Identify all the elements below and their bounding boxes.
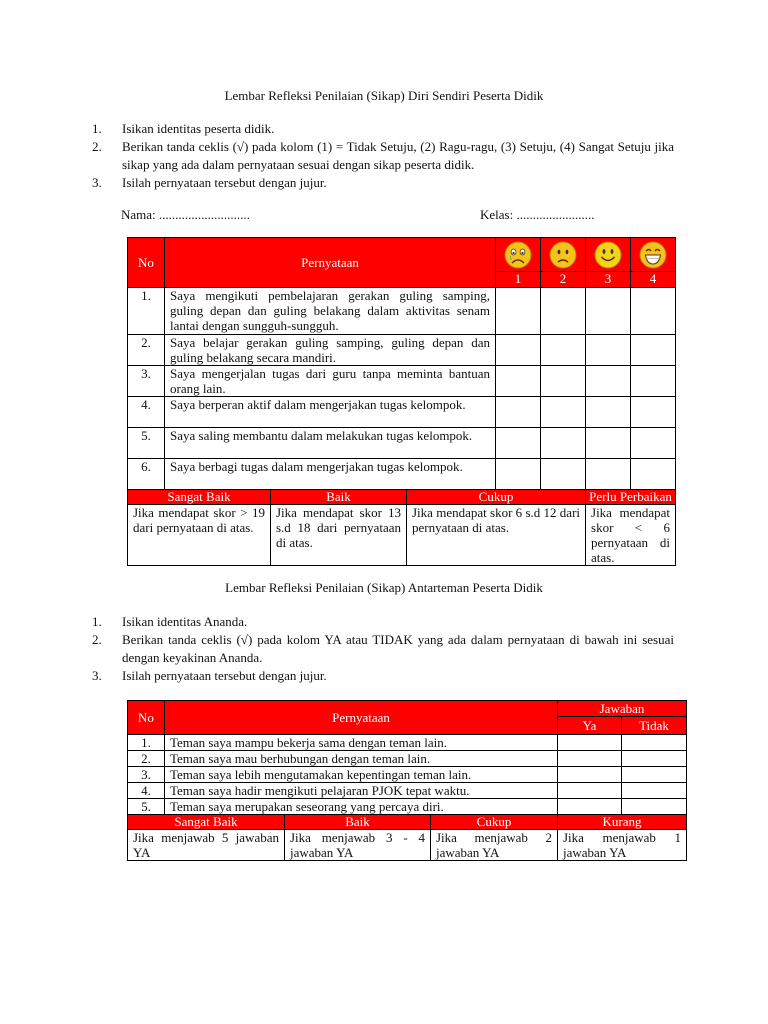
check-cell[interactable] (496, 397, 541, 428)
col-no-header: No (128, 238, 165, 288)
scale-face-2 (541, 238, 586, 272)
tidak-cell[interactable] (622, 799, 687, 815)
tidak-cell[interactable] (622, 751, 687, 767)
check-cell[interactable] (631, 366, 676, 397)
nama-field[interactable]: Nama: ............................ (121, 207, 250, 222)
instruction-item: 2. Berikan tanda ceklis (√) pada kolom (1) = Tidak Setuju, (2) Ragu-ragu, (3) Setuju, (4) Sangat Setuju jika sikap yang ada dalam pernyataan sesuai dengan sikap peserta didik. (92, 139, 674, 172)
check-cell[interactable] (586, 288, 631, 335)
scale-3: 3 (586, 272, 631, 288)
category-desc: Jika mendapat skor > 19 dari pernyataan di atas. (128, 505, 271, 566)
col-jawaban-header: Jawaban (558, 701, 687, 717)
section1-instructions (92, 120, 674, 192)
section2-title: Lembar Refleksi Penilaian (Sikap) Antarteman Peserta Didik (225, 580, 543, 595)
category-label: Baik (285, 815, 431, 830)
tidak-cell[interactable] (622, 783, 687, 799)
category-desc: Jika menjawab 2 jawaban YA (431, 830, 558, 861)
check-cell[interactable] (631, 397, 676, 428)
scale-1: 1 (496, 272, 541, 288)
table-row: 4. Saya berperan aktif dalam mengerjakan tugas kelompok. (128, 397, 676, 428)
grin-face-icon (638, 240, 668, 270)
ya-cell[interactable] (558, 751, 622, 767)
check-cell[interactable] (631, 288, 676, 335)
col-tidak-header: Tidak (622, 717, 687, 735)
sad-face-icon (548, 240, 578, 270)
scale-4: 4 (631, 272, 676, 288)
table-row: 1. Saya mengikuti pembelajaran gerakan guling samping, guling depan dan guling belakang dalam aktivitas senam lantai dengan sungguh-sungguh. (128, 288, 676, 335)
check-cell[interactable] (541, 459, 586, 490)
check-cell[interactable] (496, 366, 541, 397)
category-desc: Jika menjawab 5 jawaban YA (128, 830, 285, 861)
col-ya-header: Ya (558, 717, 622, 735)
ya-cell[interactable] (558, 783, 622, 799)
instruction-item: 3. Isilah pernyataan tersebut dengan jujur. (92, 175, 327, 190)
category-desc: Jika mendapat skor 13 s.d 18 dari pernyataan di atas. (271, 505, 407, 566)
instruction-item: 1. Isikan identitas peserta didik. (92, 121, 275, 136)
check-cell[interactable] (586, 428, 631, 459)
table-row: 2. Saya belajar gerakan guling samping, guling depan dan guling belakang secara mandiri. (128, 335, 676, 366)
scale-face-4 (631, 238, 676, 272)
table-row: 2. Teman saya mau berhubungan dengan teman lain. (128, 751, 687, 767)
table-row: 4. Teman saya hadir mengikuti pelajaran PJOK tepat waktu. (128, 783, 687, 799)
category-desc: Jika menjawab 1 jawaban YA (558, 830, 687, 861)
category-label: Cukup (407, 490, 586, 505)
peer-assessment-table (127, 700, 687, 861)
category-label: Sangat Baik (128, 815, 285, 830)
check-cell[interactable] (496, 335, 541, 366)
check-cell[interactable] (586, 366, 631, 397)
category-label: Cukup (431, 815, 558, 830)
category-label: Sangat Baik (128, 490, 271, 505)
check-cell[interactable] (631, 459, 676, 490)
check-cell[interactable] (586, 335, 631, 366)
instruction-item: 3. Isilah pernyataan tersebut dengan jujur. (92, 668, 327, 683)
check-cell[interactable] (541, 397, 586, 428)
table-row: 1. Teman saya mampu bekerja sama dengan teman lain. (128, 735, 687, 751)
check-cell[interactable] (496, 459, 541, 490)
ya-cell[interactable] (558, 767, 622, 783)
category-desc: Jika mendapat skor 6 s.d 12 dari pernyataan di atas. (407, 505, 586, 566)
check-cell[interactable] (496, 428, 541, 459)
instruction-item: 1. Isikan identitas Ananda. (92, 614, 248, 629)
category-label: Kurang (558, 815, 687, 830)
table-row: 6. Saya berbagi tugas dalam mengerjakan tugas kelompok. (128, 459, 676, 490)
tidak-cell[interactable] (622, 767, 687, 783)
check-cell[interactable] (541, 366, 586, 397)
scale-face-3 (586, 238, 631, 272)
table-row: 3. Saya mengerjalan tugas dari guru tanpa meminta bantuan orang lain. (128, 366, 676, 397)
check-cell[interactable] (586, 397, 631, 428)
section1-title: Lembar Refleksi Penilaian (Sikap) Diri Sendiri Peserta Didik (224, 88, 544, 103)
smile-face-icon (593, 240, 623, 270)
col-pernyataan-header: Pernyataan (165, 701, 558, 735)
category-label: Baik (271, 490, 407, 505)
check-cell[interactable] (631, 335, 676, 366)
check-cell[interactable] (586, 459, 631, 490)
ya-cell[interactable] (558, 735, 622, 751)
col-no-header: No (128, 701, 165, 735)
check-cell[interactable] (541, 335, 586, 366)
check-cell[interactable] (541, 288, 586, 335)
check-cell[interactable] (496, 288, 541, 335)
check-cell[interactable] (631, 428, 676, 459)
ya-cell[interactable] (558, 799, 622, 815)
table-row: 5. Saya saling membantu dalam melakukan tugas kelompok. (128, 428, 676, 459)
kelas-field[interactable]: Kelas: ........................ (480, 207, 595, 222)
section2-instructions (92, 613, 674, 685)
table-row: 3. Teman saya lebih mengutamakan kepentingan teman lain. (128, 767, 687, 783)
scale-face-1 (496, 238, 541, 272)
scale-2: 2 (541, 272, 586, 288)
table-row: 5. Teman saya merupakan seseorang yang percaya diri. (128, 799, 687, 815)
tidak-cell[interactable] (622, 735, 687, 751)
col-pernyataan-header: Pernyataan (165, 238, 496, 288)
category-desc: Jika mendapat skor < 6 pernyataan di atas. (586, 505, 676, 566)
instruction-item: 2. Berikan tanda ceklis (√) pada kolom YA atau TIDAK yang ada dalam pernyataan di bawah ini sesuai dengan keyakinan Ananda. (92, 632, 674, 665)
self-assessment-table (127, 237, 676, 566)
check-cell[interactable] (541, 428, 586, 459)
category-label: Perlu Perbaikan (586, 490, 676, 505)
category-desc: Jika menjawab 3 - 4 jawaban YA (285, 830, 431, 861)
crying-face-icon (503, 240, 533, 270)
